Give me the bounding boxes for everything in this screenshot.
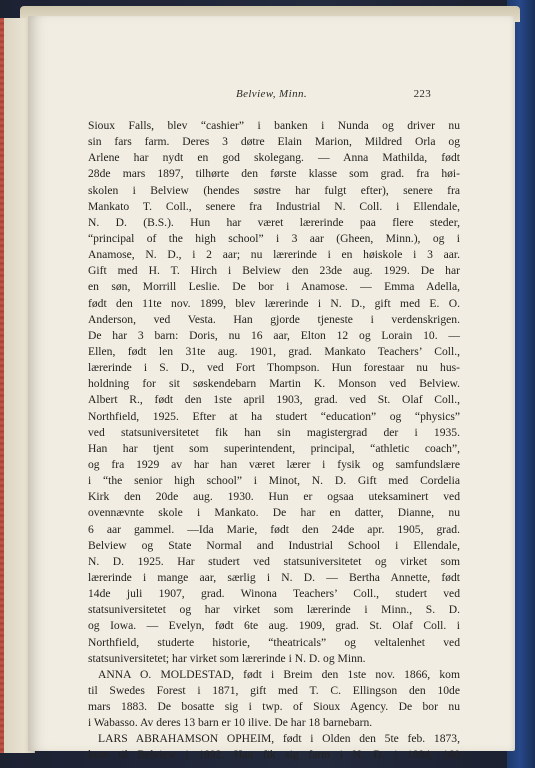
text-line: Arlene har nydt en god skolegang. — Anna Mathilda, født <box>88 151 460 165</box>
text-line: Mankato T. Coll., senere fra Industrial N. Coll. i Ellendale, <box>88 199 460 213</box>
text-line: en søn, Morrill Leslie. De bor i Anamose. — Emma Adella, <box>88 280 460 294</box>
text-line: mars 1883. De bosatte sig i twp. of Sioux Agency. De bor nu <box>88 700 460 714</box>
text-line: statsuniversitetet og har virket som lærerinde i Minn., S. D. <box>88 603 460 617</box>
text-line: lærerinde i S. D., ved Fort Thompson. Hun forestaar nu hus- <box>88 361 460 375</box>
running-title: Belview, Minn. <box>235 88 308 100</box>
text-line: lærerinde i mange aar, særlig i N. D. — Bertha Annette, født <box>88 570 460 584</box>
text-line: 6 aar gammel. —Ida Marie, født den 24de apr. 1905, grad. <box>88 522 460 536</box>
text-line: født den 11te nov. 1899, blev lærerinde i N. D., gift med E. O. <box>88 296 460 310</box>
text-line: Han har tjent som superintendent, principal, “athletic coach”, <box>88 441 460 455</box>
text-line: Belview og State Normal and Industrial School i Ellendale, <box>88 538 460 552</box>
text-line: N. D. (B.S.). Hun har været lærerinde paa flere steder, <box>88 215 460 229</box>
book-page <box>28 16 515 762</box>
text-line: Albert R., født den 1ste april 1903, grad. ved St. Olaf Coll., <box>88 393 460 407</box>
text-line: 28de mars 1897, tilhørte den første klasse som grad. fra høi- <box>88 167 460 181</box>
text-line: Northfield, 1925. Efter at ha studert “education” og “physics” <box>88 409 460 423</box>
text-line: Anderson, ved Vesta. Han gjorde tjeneste i verdenskrigen. <box>88 312 460 326</box>
text-line: Sioux Falls, blev “cashier” i banken i Nunda og driver nu <box>88 119 460 132</box>
text-line: sin fars farm. Deres 3 døtre Elain Marion, Mildred Orla og <box>88 135 460 149</box>
text-line: “principal of the high school” i 3 aar (Gheen, Minn.), og i <box>88 231 460 245</box>
page-header <box>28 88 515 106</box>
text-line: Gift med H. T. Hirch i Belview den 23de aug. 1929. De har <box>88 264 460 278</box>
page-number: 223 <box>413 88 431 100</box>
text-line: De har 3 barn: Doris, nu 16 aar, Elton 12 og Lorain 10. — <box>88 328 460 342</box>
text-line: 14de juli 1907, grad. Winona Teachers’ Coll., studert ved <box>88 587 460 601</box>
text-line: og fra 1929 av har han været lærer i fysik og samfundslære <box>88 457 460 471</box>
text-line: Kirk den 20de aug. 1930. Hun er ogsaa uteksaminert ved <box>88 490 460 504</box>
text-line: kom til Belview i 1892. Han fik sig farm i N. D. i 1894, 160 <box>88 748 460 762</box>
text-line: til Swedes Forest i 1871, gift med T. C. Ellingson den 10de <box>88 683 460 697</box>
text-line: i “the senior high school” i Minot, N. D. Gift med Cordelia <box>88 474 460 488</box>
text-line: Ellen, født len 31te aug. 1901, grad. Mankato Teachers’ Coll., <box>88 344 460 358</box>
text-line: og Iowa. — Evelyn, født 6te aug. 1909, grad. St. Olaf Coll. i <box>88 619 460 633</box>
text-line: N. D. 1925. Har studert ved statsuniversitetet og virket som <box>88 554 460 568</box>
text-line: Northfield, studerte historie, “theatricals” og veltalenhet ved <box>88 635 460 649</box>
body-text <box>88 118 460 764</box>
text-line: i Wabasso. Av deres 13 barn er 10 ilive. De har 18 barnebarn. <box>88 716 373 730</box>
red-page-edge <box>0 18 4 753</box>
text-line: ovennævnte skole i Mankato. De har en datter, Dianne, nu <box>88 506 460 520</box>
text-line: Anamose, N. D., i 2 aar; nu lærerinde i en høiskole i 3 aar. <box>88 248 460 262</box>
text-line: statsuniversitetet; har virket som lærerinde i N. D. og Minn. <box>88 651 366 665</box>
text-line: skolen i Belview (hendes søstre har fulgt efter), senere fra <box>88 183 460 197</box>
text-line: holdning for sit søskendebarn Martin K. Monson ved Belview. <box>88 377 460 391</box>
text-line: ANNA O. MOLDESTAD, født i Breim den 1ste nov. 1866, kom <box>98 667 460 681</box>
text-line: LARS ABRAHAMSON OPHEIM, født i Olden den 5te feb. 1873, <box>98 732 460 746</box>
text-line: ved statsuniversitetet fik han sin magistergrad der i 1935. <box>88 425 460 439</box>
